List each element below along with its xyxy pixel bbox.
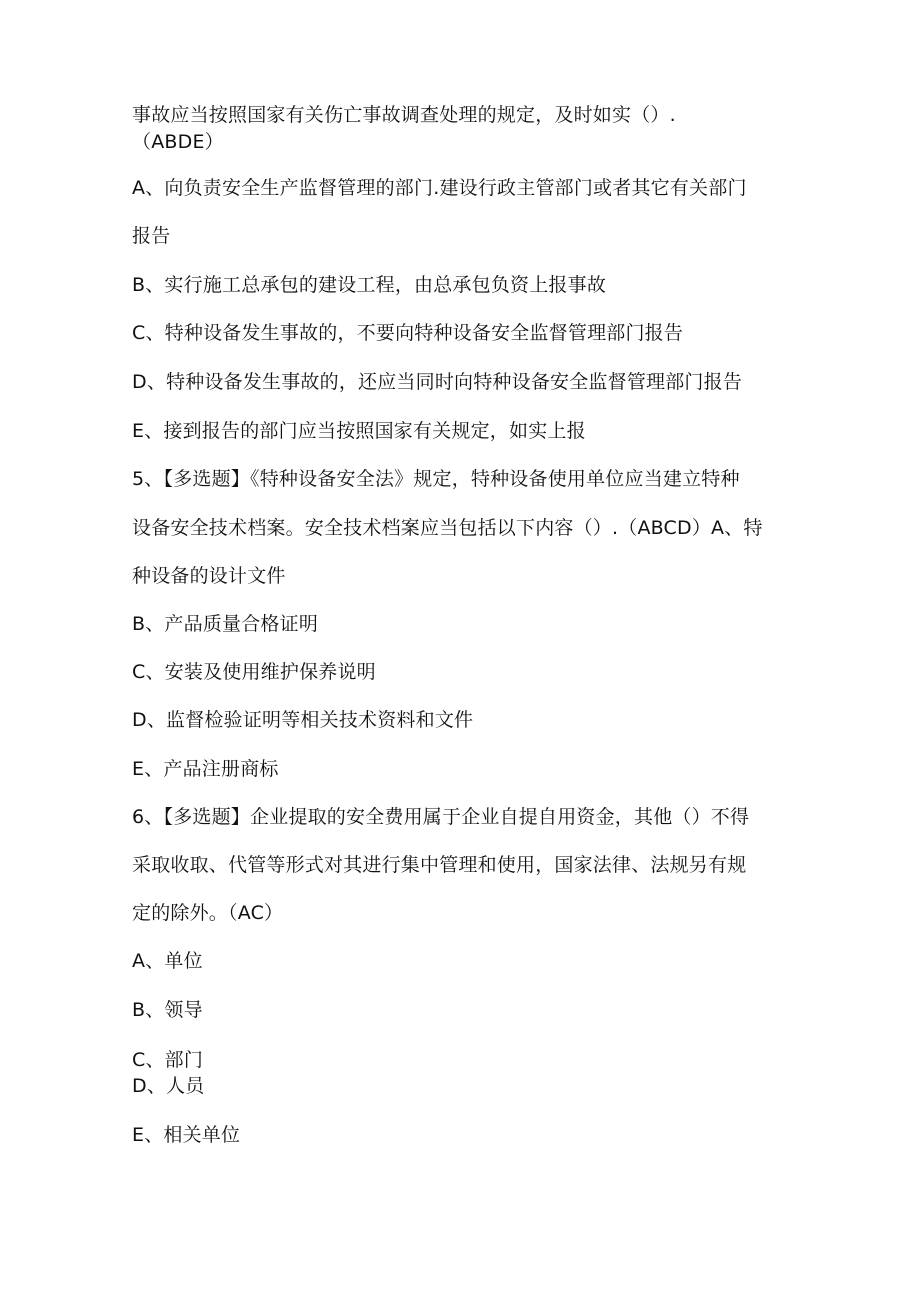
question-5-option-b: B、产品质量合格证明 [132,613,319,635]
question-4-option-d: D、特种设备发生事故的，还应当同时向特种设备安全监督管理部门报告 [132,371,743,393]
question-4-option-c: C、特种设备发生事故的，不要向特种设备安全监督管理部门报告 [132,322,684,344]
question-6-option-e: E、相关单位 [132,1124,241,1146]
question-6-stem-line-1: 6、【多选题】企业提取的安全费用属于企业自提自用资金，其他（）不得 [132,806,750,828]
question-5-option-c: C、安装及使用维护保养说明 [132,661,376,683]
question-6-option-d: D、人员 [132,1075,205,1097]
question-5-stem-line-1: 5、【多选题】《特种设备安全法》规定，特种设备使用单位应当建立特种 [132,468,740,490]
question-5-option-d: D、监督检验证明等相关技术资料和文件 [132,709,474,731]
question-4-option-b: B、实行施工总承包的建设工程，由总承包负资上报事故 [132,274,607,296]
question-6-option-b: B、领导 [132,999,203,1021]
question-6-stem-line-2: 采取收取、代管等形式对其进行集中管理和使用，国家法律、法规另有规 [132,854,747,876]
question-6-option-c: C、部门 [132,1049,204,1071]
question-4-answer: （ABDE） [132,131,224,153]
question-4-stem-line-1: 事故应当按照国家有关伤亡事故调查处理的规定，及时如实（）. [132,104,676,126]
question-4-option-e: E、接到报告的部门应当按照国家有关规定，如实上报 [132,420,586,442]
question-5-option-a: 种设备的设计文件 [132,565,286,587]
question-4-option-a-line-1: A、向负责安全生产监督管理的部门.建设行政主管部门或者其它有关部门 [132,177,747,199]
question-6-stem-line-3: 定的除外。（AC） [132,902,284,924]
question-5-option-e: E、产品注册商标 [132,758,279,780]
question-4-option-a-line-2: 报告 [132,225,171,247]
question-5-stem-line-2: 设备安全技术档案。安全技术档案应当包括以下内容（）.（ABCD）A、特 [132,517,763,539]
question-6-option-a: A、单位 [132,950,203,972]
